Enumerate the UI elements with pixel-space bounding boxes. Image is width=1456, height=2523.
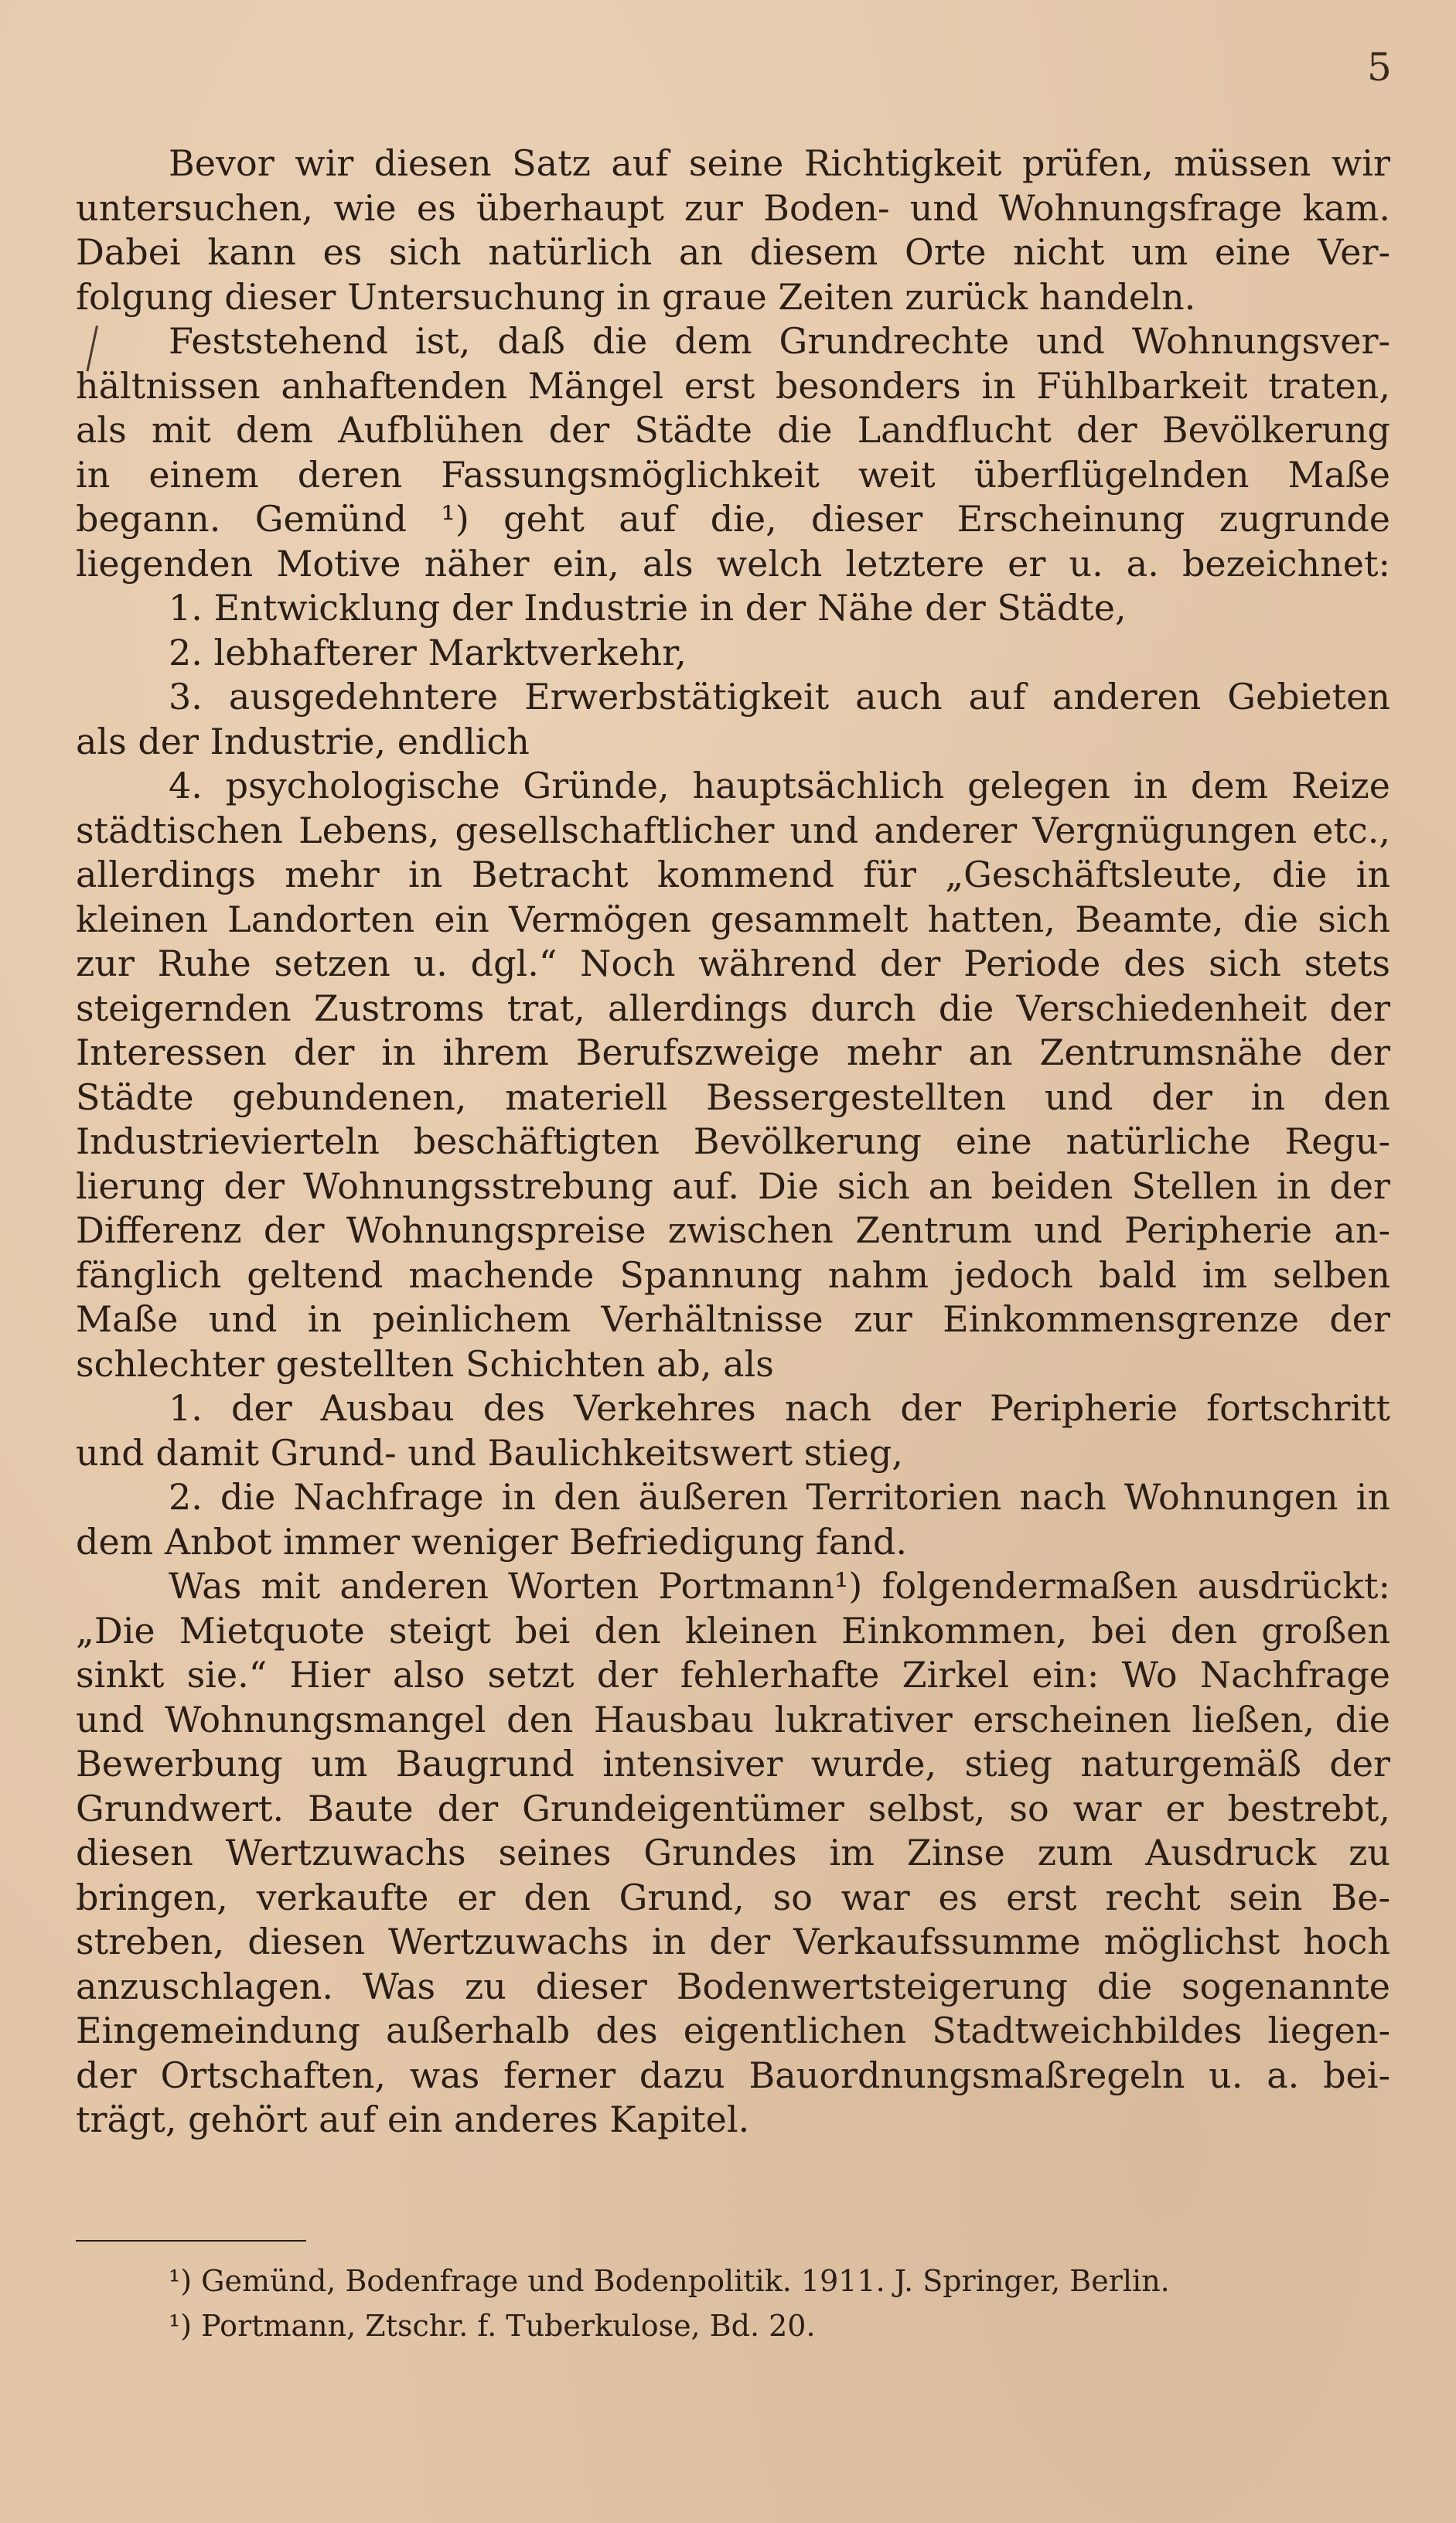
- text-line: kleinen Landorten ein Vermögen gesammelt hatten, Beamte, die sich: [76, 898, 1390, 940]
- footnotes: [169, 2259, 1375, 2348]
- text-line: 4. psychologische Gründe, hauptsächlich gelegen in dem Reize: [169, 765, 1390, 806]
- text-line: 2. die Nachfrage in den äußeren Territorien nach Wohnungen in: [169, 1476, 1390, 1518]
- body-text: [76, 141, 1390, 2143]
- footnote-rule: [76, 2240, 306, 2242]
- text-line: sinkt sie.“ Hier also setzt der fehlerhafte Zirkel ein: Wo Nachfrage: [76, 1654, 1390, 1696]
- text-line: Differenz der Wohnungspreise zwischen Zentrum und Peripherie an-: [76, 1209, 1390, 1251]
- text-line: zur Ruhe setzen u. dgl.“ Noch während der Periode des sich stets: [76, 943, 1390, 984]
- text-line: begann. Gemünd ¹) geht auf die, dieser Erscheinung zugrunde: [76, 498, 1390, 540]
- text-line: diesen Wertzuwachs seines Grundes im Zinse zum Ausdruck zu: [76, 1832, 1390, 1873]
- text-line: folgung dieser Untersuchung in graue Zeiten zurück handeln.: [76, 275, 1196, 318]
- text-line: 1. der Ausbau des Verkehres nach der Peripherie fortschritt: [169, 1387, 1390, 1429]
- text-line: 2. lebhafterer Marktverkehr,: [169, 631, 687, 673]
- footnote-text: Gemünd, Bodenfrage und Bodenpolitik. 1911. J. Springer, Berlin.: [201, 2264, 1170, 2298]
- footnote: [169, 2303, 1375, 2348]
- text-line: Was mit anderen Worten Portmann¹) folgendermaßen ausdrückt:: [169, 1565, 1390, 1607]
- footnote-mark: ¹): [169, 2264, 193, 2298]
- text-line: Grundwert. Baute der Grundeigentümer selbst, so war er bestrebt,: [76, 1787, 1390, 1829]
- text-line: steigernden Zustroms trat, allerdings durch die Verschiedenheit der: [76, 987, 1390, 1029]
- page-number: 5: [1367, 45, 1392, 90]
- text-line: Bewerbung um Baugrund intensiver wurde, stieg naturgemäß der: [76, 1743, 1390, 1785]
- text-line: in einem deren Fassungsmöglichkeit weit überflügelnden Maße: [76, 453, 1390, 496]
- text-line: lierung der Wohnungsstrebung auf. Die sich an beiden Stellen in der: [76, 1164, 1390, 1207]
- text-line: Maße und in peinlichem Verhältnisse zur Einkommensgrenze der: [76, 1298, 1390, 1340]
- text-line: Feststehend ist, daß die dem Grundrechte und Wohnungsver-: [169, 320, 1390, 362]
- footnote: [169, 2259, 1375, 2303]
- text-line: allerdings mehr in Betracht kommend für „Geschäftsleute, die in: [76, 854, 1390, 895]
- text-line: bringen, verkaufte er den Grund, so war es erst recht sein Be-: [76, 1876, 1390, 1918]
- text-line: schlechter gestellten Schichten ab, als: [76, 1342, 774, 1385]
- text-line: städtischen Lebens, gesellschaftlicher und anderer Vergnügungen etc.,: [76, 809, 1390, 851]
- text-line: Industrievierteln beschäftigten Bevölkerung eine natürliche Regu-: [76, 1120, 1390, 1162]
- text-line: anzuschlagen. Was zu dieser Bodenwertsteigerung die sogenannte: [76, 1965, 1390, 2007]
- text-line: und Wohnungsmangel den Hausbau lukrativer erscheinen ließen, die: [76, 1698, 1390, 1741]
- text-line: 3. ausgedehntere Erwerbstätigkeit auch auf anderen Gebieten: [169, 676, 1390, 718]
- footnote-mark: ¹): [169, 2309, 193, 2343]
- text-line: Bevor wir diesen Satz auf seine Richtigkeit prüfen, müssen wir: [169, 142, 1390, 184]
- text-line: 1. Entwicklung der Industrie in der Nähe der Städte,: [169, 587, 1127, 629]
- text-line: Dabei kann es sich natürlich an diesem Orte nicht um eine Ver-: [76, 231, 1390, 273]
- text-line: liegenden Motive näher ein, als welch letztere er u. a. bezeichnet:: [76, 542, 1390, 585]
- text-line: als der Industrie, endlich: [76, 720, 530, 762]
- text-line: trägt, gehört auf ein anderes Kapitel.: [76, 2099, 750, 2140]
- text-line: dem Anbot immer weniger Befriedigung fand.: [76, 1520, 908, 1563]
- text-line: Interessen der in ihrem Berufszweige mehr an Zentrumsnähe der: [76, 1031, 1390, 1073]
- text-line: als mit dem Aufblühen der Städte die Landflucht der Bevölkerung: [76, 409, 1390, 451]
- text-line: untersuchen, wie es überhaupt zur Boden- und Wohnungsfrage kam.: [76, 186, 1390, 229]
- text-line: fänglich geltend machende Spannung nahm jedoch bald im selben: [76, 1253, 1390, 1296]
- text-line: und damit Grund- und Baulichkeitswert stieg,: [76, 1431, 903, 1474]
- text-line: streben, diesen Wertzuwachs in der Verkaufssumme möglichst hoch: [76, 1921, 1390, 1962]
- text-line: hältnissen anhaftenden Mängel erst besonders in Fühlbarkeit traten,: [76, 364, 1390, 407]
- text-line: der Ortschaften, was ferner dazu Bauordnungsmaßregeln u. a. bei-: [76, 2054, 1390, 2096]
- text-line: „Die Mietquote steigt bei den kleinen Einkommen, bei den großen: [76, 1609, 1390, 1652]
- footnote-text: Portmann, Ztschr. f. Tuberkulose, Bd. 20.: [201, 2309, 816, 2343]
- text-line: Städte gebundenen, materiell Bessergestellten und der in den: [76, 1076, 1390, 1118]
- text-line: Eingemeindung außerhalb des eigentlichen Stadtweichbildes liegen-: [76, 2010, 1390, 2051]
